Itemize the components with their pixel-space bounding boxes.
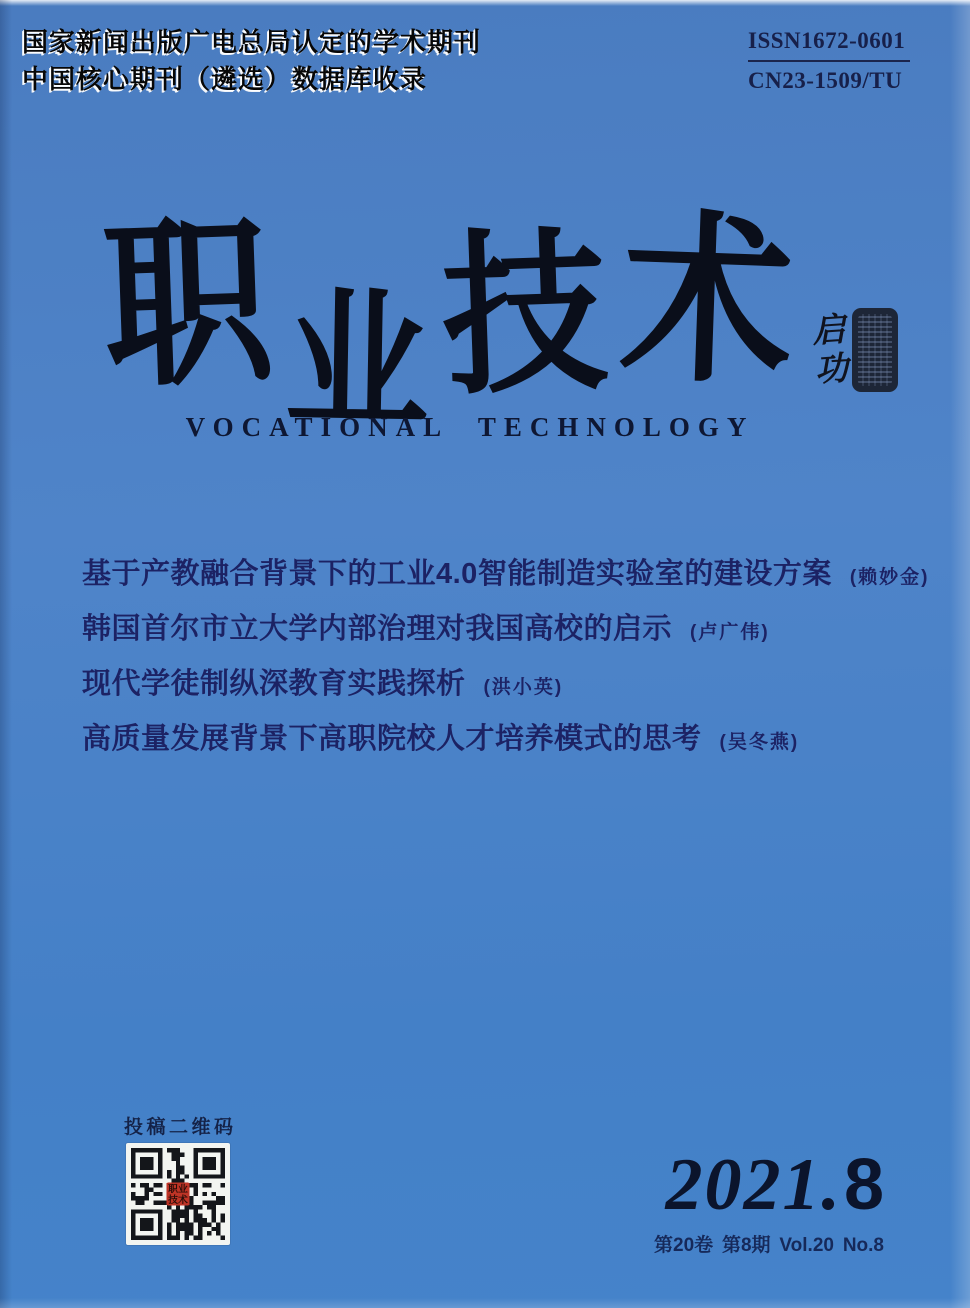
qr-code-label: 投稿二维码 xyxy=(124,1117,237,1138)
issue-date xyxy=(652,1146,884,1224)
serial-number-block xyxy=(748,28,910,94)
contents-list xyxy=(82,558,930,778)
issn-number: ISSN1672-0601 xyxy=(748,28,910,62)
seal-pattern xyxy=(858,314,892,386)
calligrapher-signature: 启功 xyxy=(807,311,850,392)
submission-qr-code-icon xyxy=(126,1143,230,1245)
qr-center-logo xyxy=(166,1182,189,1205)
article-entry xyxy=(82,723,902,759)
article-title: 基于产教融合背景下的工业4.0智能制造实验室的建设方案 xyxy=(82,558,832,590)
article-title: 高质量发展背景下高职院校人才培养模式的思考 xyxy=(82,723,702,755)
scan-edge-right xyxy=(950,0,970,1308)
scan-edge-left xyxy=(0,0,12,1308)
article-author: (洪小英) xyxy=(483,677,564,698)
issue-year: 2021. xyxy=(665,1144,842,1226)
issue-month: 8 xyxy=(843,1145,884,1225)
journal-subtitle-english: VOCATIONAL TECHNOLOGY xyxy=(185,412,755,442)
accreditation-line-1: 国家新闻出版广电总局认定的学术期刊 xyxy=(22,27,482,57)
accreditation-line-2: 中国核心期刊（遴选）数据库收录 xyxy=(22,64,428,94)
article-author: (吴冬燕) xyxy=(719,732,800,753)
title-char-1: 职 xyxy=(99,202,277,409)
volume-issue-line xyxy=(654,1230,884,1257)
volume-cn: 第20卷 xyxy=(654,1235,714,1256)
accreditation-banner xyxy=(22,24,481,98)
qr-logo-text-line2: 技术 xyxy=(168,1194,188,1206)
title-char-3: 技 xyxy=(438,215,610,416)
article-title: 现代学徒制纵深教育实践探析 xyxy=(82,668,466,700)
issue-cn: 第8期 xyxy=(721,1235,771,1256)
article-entry xyxy=(82,668,902,704)
calligrapher-seal-icon xyxy=(852,308,898,392)
issue-en: No.8 xyxy=(842,1235,884,1256)
title-char-4: 术 xyxy=(617,196,797,406)
qr-code-pattern xyxy=(131,1148,225,1240)
article-author: (卢广伟) xyxy=(690,622,770,643)
title-char-2: 业 xyxy=(283,275,431,447)
article-author: (赖妙金) xyxy=(849,567,930,588)
article-entry xyxy=(82,558,930,594)
volume-en: Vol.20 xyxy=(779,1235,834,1256)
qr-logo-text-line1: 职业 xyxy=(168,1184,188,1196)
scan-edge-top xyxy=(0,0,970,6)
article-title: 韩国首尔市立大学内部治理对我国高校的启示 xyxy=(82,613,673,645)
scan-edge-bottom xyxy=(0,1298,970,1308)
cn-number: CN23-1509/TU xyxy=(748,68,903,93)
article-entry xyxy=(82,613,902,649)
